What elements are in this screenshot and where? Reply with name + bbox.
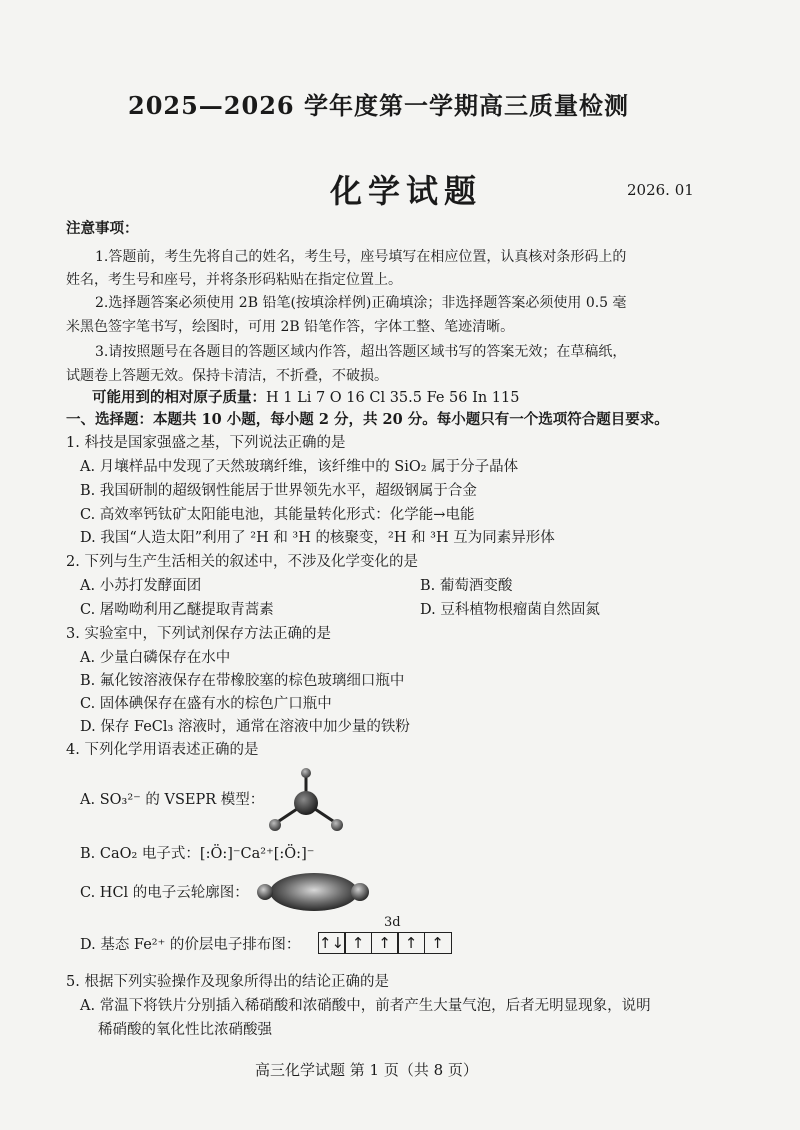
notice-item-3-line-1: 3.请按照题号在各题目的答题区域内作答，超出答题区域书写的答案无效；在草稿纸， xyxy=(95,344,627,360)
exam-header: 2025—2026 学年度第一学期高三质量检测 xyxy=(128,91,629,120)
q4-option-a: A. SO₃²⁻ 的 VSEPR 模型： xyxy=(80,792,265,808)
orbital-cell: ↑ xyxy=(424,932,452,954)
q2-option-d: D. 豆科植物根瘤菌自然固氮 xyxy=(420,602,600,618)
orbital-cell: ↑ xyxy=(344,932,372,954)
q3-option-b: B. 氟化铵溶液保存在带橡胶塞的棕色玻璃细口瓶中 xyxy=(80,673,405,689)
q1-option-b: B. 我国研制的超级钢性能居于世界领先水平，超级钢属于合金 xyxy=(80,483,477,499)
q3-stem: 3. 实验室中，下列试剂保存方法正确的是 xyxy=(66,626,331,642)
q5-option-a-line-2: 稀硝酸的氧化性比浓硝酸强 xyxy=(98,1022,272,1038)
notice-item-1-line-1: 1.答题前，考生先将自己的姓名，考生号，座号填写在相应位置，认真核对条形码上的 xyxy=(95,249,627,265)
q1-stem: 1. 科技是国家强盛之基，下列说法正确的是 xyxy=(66,435,346,451)
q4-stem: 4. 下列化学用语表述正确的是 xyxy=(66,742,259,758)
q2-option-a: A. 小苏打发酵面团 xyxy=(80,578,202,594)
notice-title: 注意事项： xyxy=(66,220,139,237)
q1-option-c: C. 高效率钙钛矿太阳能电池，其能量转化形式：化学能→电能 xyxy=(80,507,475,523)
q5-stem: 5. 根据下列实验操作及现象所得出的结论正确的是 xyxy=(66,974,389,990)
q1-option-d: D. 我国“人造太阳”利用了 ²H 和 ³H 的核聚变，²H 和 ³H 互为同素异形体 xyxy=(80,530,555,546)
q2-option-c: C. 屠呦呦利用乙醚提取青蒿素 xyxy=(80,602,274,618)
q2-stem: 2. 下列与生产生活相关的叙述中，不涉及化学变化的是 xyxy=(66,554,418,570)
q3-option-d: D. 保存 FeCl₃ 溶液时，通常在溶液中加少量的铁粉 xyxy=(80,719,410,735)
orbital-cell: ↑ xyxy=(371,932,399,954)
orbital-diagram xyxy=(319,932,452,954)
q4-option-c: C. HCl 的电子云轮廓图： xyxy=(80,885,249,901)
notice-item-2-line-1: 2.选择题答案必须使用 2B 铅笔(按填涂样例)正确填涂；非选择题答案必须使用 0.5 毫 xyxy=(95,295,627,311)
notice-item-2-line-2: 米黑色签字笔书写，绘图时，可用 2B 铅笔作答，字体工整、笔迹清晰。 xyxy=(66,319,515,335)
section-1-title: 一、选择题：本题共 10 小题，每小题 2 分，共 20 分。每小题只有一个选项符合题目要求。 xyxy=(66,411,669,428)
vsepr-model-figure xyxy=(262,765,350,837)
q3-option-a: A. 少量白磷保存在水中 xyxy=(80,650,231,666)
atomic-masses xyxy=(92,391,519,406)
q3-option-c: C. 固体碘保存在盛有水的棕色广口瓶中 xyxy=(80,696,332,712)
orbital-cell: ↑↓ xyxy=(318,934,345,952)
notice-item-1-line-2: 姓名，考生号和座号，并将条形码粘贴在指定位置上。 xyxy=(66,272,402,288)
page-footer: 高三化学试题 第 1 页（共 8 页） xyxy=(255,1061,478,1079)
notice-item-3-line-2: 试题卷上答题无效。保持卡清洁，不折叠，不破损。 xyxy=(66,368,388,384)
q4-option-b: B. CaO₂ 电子式：[:Ö:]⁻Ca²⁺[:Ö:]⁻ xyxy=(80,846,315,862)
subject-title: 化学试题 xyxy=(330,172,483,210)
q4-option-d: D. 基态 Fe²⁺ 的价层电子排布图： xyxy=(80,937,301,953)
orbital-label-3d: 3d xyxy=(384,915,401,930)
hcl-electron-cloud-figure xyxy=(254,870,372,914)
atomic-masses-label: 可能用到的相对原子质量： xyxy=(92,389,266,406)
orbital-cell: ↑ xyxy=(397,932,425,954)
exam-date: 2026. 01 xyxy=(627,181,694,199)
atomic-masses-values: H 1 Li 7 O 16 Cl 35.5 Fe 56 In 115 xyxy=(266,390,520,406)
q5-option-a-line-1: A. 常温下将铁片分别插入稀硝酸和浓硝酸中，前者产生大量气泡，后者无明显现象，说明 xyxy=(80,998,651,1014)
q2-option-b: B. 葡萄酒变酸 xyxy=(420,578,513,594)
q1-option-a: A. 月壤样品中发现了天然玻璃纤维，该纤维中的 SiO₂ 属于分子晶体 xyxy=(80,459,519,475)
